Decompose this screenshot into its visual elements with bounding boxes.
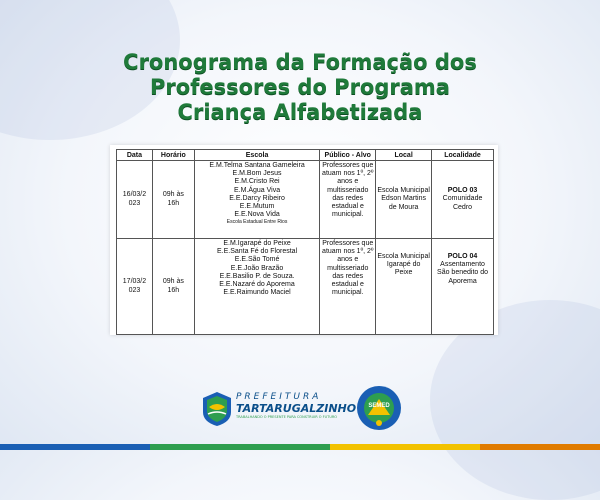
cell-time: 09h às 16h xyxy=(152,239,194,335)
prefeitura-label: PREFEITURA xyxy=(236,392,322,402)
school-name: E.M.Bom Jesus xyxy=(232,170,282,178)
cell-local: Escola Municipal Edson Martins de Moura xyxy=(376,161,432,239)
table-row xyxy=(117,239,494,335)
school-name: E.M.Cristo Rei xyxy=(234,178,280,186)
school-name: E.E.Santa Fé do Florestal xyxy=(216,248,298,256)
localidade-name: Assentamento São benedito do Aporema xyxy=(437,261,489,285)
school-name: E.M.Telma Santana Gameleira xyxy=(209,162,305,169)
schedule-card xyxy=(110,145,498,335)
polo-label: POLO 04 xyxy=(447,253,478,260)
header-data: Data xyxy=(117,150,153,161)
prefeitura-logo xyxy=(200,390,357,430)
turtle-emblem-icon xyxy=(200,390,234,428)
cell-localidade xyxy=(432,239,494,335)
table-header-row xyxy=(117,150,494,161)
cell-localidade xyxy=(432,161,494,239)
school-name: E.E.Basilio P. de Souza. xyxy=(219,272,295,280)
cell-schools xyxy=(194,161,319,239)
cell-local: Escola Municipal Igarapé do Peixe xyxy=(376,239,432,335)
school-name: E.E.São Tomé xyxy=(234,256,280,264)
city-name: TARTARUGALZINHO xyxy=(236,402,357,415)
school-name: E.M.Igarapé do Peixe xyxy=(223,240,291,247)
localidade-name: Comunidade Cedro xyxy=(442,195,483,211)
cell-audience: Professores que atuam nos 1º, 2º anos e multisseriado das redes estadual e municipal. xyxy=(320,161,376,239)
school-name: E.E.Nazaré do Aporema xyxy=(219,281,295,289)
header-localidade: Localidade xyxy=(432,150,494,161)
header-publico-alvo: Público - Alvo xyxy=(320,150,376,161)
school-name: E.E.Raimundo Maciel xyxy=(223,289,291,297)
school-name: E.E.Nova Vida xyxy=(234,211,280,219)
school-name: E.E.Mutum xyxy=(239,203,275,211)
school-name: E.E.João Brazão xyxy=(230,264,284,272)
title-line-2: Professores do Programa xyxy=(150,75,450,99)
header-horario: Horário xyxy=(152,150,194,161)
school-name: Escola Estadual Entre Rios xyxy=(226,219,288,226)
color-stripe xyxy=(0,444,600,450)
footer-logos xyxy=(0,385,600,435)
polo-label: POLO 03 xyxy=(447,187,478,195)
header-escola: Escola xyxy=(194,150,319,161)
slogan: TRABALHANDO O PRESENTE PARA CONSTRUIR O FUTURO xyxy=(236,415,338,419)
table-row xyxy=(117,161,494,239)
cell-date: 17/03/2 023 xyxy=(117,239,153,335)
cell-time: 09h às 16h xyxy=(152,161,194,239)
school-name: E.M.Água Viva xyxy=(233,186,281,194)
cell-schools xyxy=(194,239,319,335)
semed-label: SEMED xyxy=(368,403,390,409)
header-local: Local xyxy=(376,150,432,161)
cell-date: 16/03/2 023 xyxy=(117,161,153,239)
schedule-table xyxy=(116,149,494,335)
school-name: E.E.Darcy Ribeiro xyxy=(229,194,285,202)
semed-logo xyxy=(356,385,402,431)
title-line-3: Criança Alfabetizada xyxy=(177,100,423,124)
page-title xyxy=(0,50,600,125)
cell-audience: Professores que atuam nos 1º, 2º anos e multisseriado das redes estadual e municipal. xyxy=(320,239,376,335)
title-line-1: Cronograma da Formação dos xyxy=(123,50,477,74)
